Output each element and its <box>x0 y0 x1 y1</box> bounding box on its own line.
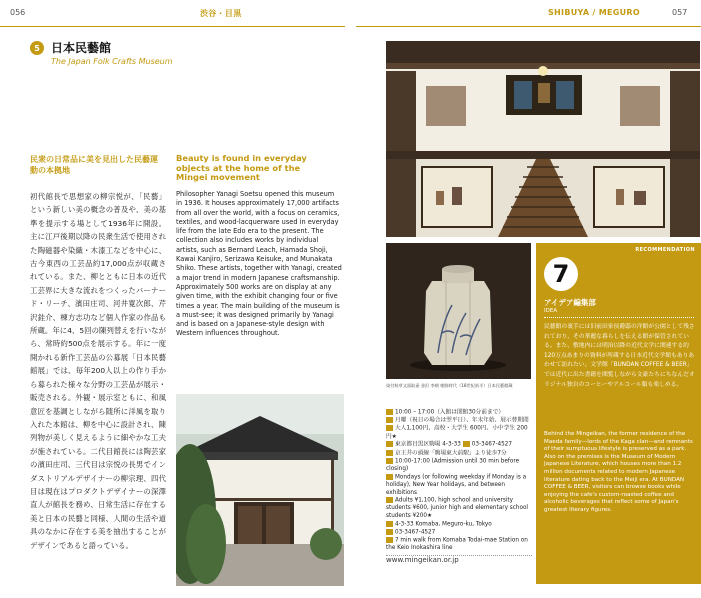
museum-info <box>386 409 532 565</box>
ceramic-jar-caption: 染付秋草文面取壺 金沢 李朝 朝鮮時代（18世紀前半）日本民藝館蔵 <box>386 383 513 388</box>
info-closed-en: Mondays (or following weekday if Monday is a holiday), New Year holidays, and between exhibitions <box>386 474 527 496</box>
yen-icon <box>386 497 393 503</box>
info-hours-jp: 10:00 – 17:00（入館は閉館30分前まで） <box>386 409 532 417</box>
train-icon <box>386 450 393 456</box>
yen-icon <box>386 425 393 431</box>
museum-interior-photo <box>386 41 700 237</box>
article-body-jp: 初代館長で思想家の柳宗悦が、「民藝」という新しい美の概念の普及や、美の基準を提示する場として1936年に開設。主に江戸後期以降の民衆生活で使用された陶磁器や染織・木漆工などを中心に、古今東西の工芸品約17,000点が収蔵されている。また、柳とともに日本の近代工芸界に大きな流れをつくったバーナード・リーチ、濱田庄司、河井寛次郎、芹沢銈介、棟方志功など個人作家の作品も所蔵。年に4、5回の陳列替えを行いながら、常時約500点を展示する。年に一度開かれる新作工芸品の公募展「日本民藝館展」では、毎年200人以上の作り手から募られた様々な分野の工芸品が展示・販売される。外観・展示室ともに、和風意匠を基調としながら随所に洋風を取り入れた本館は、柳を中心に設計され、陳列物が美しく見えるように細やかな工夫が施されている。二代目館長には陶芸家の濱田庄司、三代目は宗悦の長男でインダストリアルデザイナーの柳宗理、四代目は現在はプロダクトデザイナーの深澤直人が館長を務め、日常生活に存在する美と日本の民藝と同様、人間の生活や道具のなかに存在する美を抽出することがデザインであると語っている。 <box>30 192 166 550</box>
recommendation-text-en: Behind the Mingeikan, the former residence of the Maeda family—lords of the Kaga clan—and remnants of their sumptuous lifestyle is preserved as a park. Also on the premises is the Museum of Modern Japanese Literature, which houses more than 1.2 million documents related to modern Japanese literature dating back to the Meiji era. At BUNDAN COFFEE & BEER, visitors can browse books while enjoying the cafe's custom-roasted coffee and alcoholic beverages that reflect some of Japan's greatest literary figures. <box>544 431 693 513</box>
museum-exterior-illustration <box>176 394 344 586</box>
article-body-en: Philosopher Yanagi Soetsu opened this museum in 1936. It houses approximately 17,000 artifacts from all over the world, with a focus on ceramics, textiles, and wood-lacquerware used in everyday life from the late Edo era to the present. The collection also includes works by individual artists, such as Bernard Leach, Hamada Shoji, Kawai Kanjiro, Serizawa Keisuke, and Munakata Shiko. These artists, together with Yanagi, created a major trend in modern Japanese craftsmanship. Approximately 500 works are on display at any given time, with the exhibit changing four or five times a year. The main building of the museum is a must-see; it was designed primarily by Yanagi and is based on a Japanese-style design with Western influences throughout. <box>176 190 342 338</box>
recommender-name-en: IDEA <box>544 308 558 314</box>
clock-icon <box>386 458 393 464</box>
info-closed-jp: 月曜（祝日の場合は翌平日）、年末年始、展示替期間 <box>386 417 532 425</box>
pin-icon <box>386 441 393 447</box>
header-rule-right <box>356 26 701 27</box>
info-phone-en: 03-3467-4527 <box>386 529 532 537</box>
train-icon <box>386 537 393 543</box>
section-header-jp: 渋谷・目黒 <box>200 9 242 18</box>
article-heading-en: Beauty is found in everyday objects at the home of the Mingei movement <box>176 153 307 183</box>
page-number-right: 057 <box>672 8 688 17</box>
recommendation-text-jp: 民藝館の裏手には旧前田家侯爵邸の洋館が公園として残されており、その華麗な暮らしを伝える館が保管されている。また、敷地内には明治以降の近代文学に関連する約120万点あまりの資料が所蔵する日本近代文学館もありあわせて訪れたい。文学館「BUNDAN COFFEE & BEER」では近代に出た書籍を閲覧しながら文豪たちにちなんだオリジナル独自のコーヒーやアルコール類も楽しめる。 <box>544 324 695 388</box>
museum-exterior-photo <box>176 394 344 586</box>
calendar-icon <box>386 474 393 480</box>
info-hours-en: 10:00-17:00 (Admission until 30 min before closing) <box>386 458 520 472</box>
entry-number-badge: 5 <box>30 41 44 55</box>
recommender-name-jp: アイデア編集部 <box>544 298 596 307</box>
ceramic-jar-illustration <box>386 243 531 379</box>
clock-icon <box>386 409 393 415</box>
museum-interior-illustration <box>386 41 700 237</box>
info-fee-jp: 大人1,100円、高校・大学生 600円、小中学生 200円★ <box>386 425 528 440</box>
info-access-jp: 京王井の頭線「駒場東大前駅」より徒歩7分 <box>386 450 532 458</box>
ceramic-jar-photo <box>386 243 531 379</box>
recommendation-box <box>536 243 701 584</box>
info-access-en: 7 min walk from Komaba Todai-mae Station on the Keio Inokashira line <box>386 537 528 552</box>
pin-icon <box>386 521 393 527</box>
info-address-jp: 東京都目黒区駒場 4-3-33 03-3467-4527 <box>386 441 532 449</box>
museum-title-jp: 日本民藝館 <box>51 41 112 55</box>
page-number-left: 056 <box>10 8 26 17</box>
section-header-en: SHIBUYA / MEGURO <box>548 8 640 17</box>
info-fee-en: Adults ¥1,100, high school and university students ¥600, junior high and elementary school students ¥200★ <box>386 497 528 520</box>
info-address-en: 4-3-33 Komaba, Meguro-ku, Tokyo <box>386 521 532 529</box>
phone-icon <box>386 529 393 535</box>
museum-title-en: The Japan Folk Crafts Museum <box>51 57 173 66</box>
header-rule-left <box>0 26 345 27</box>
article-heading-jp: 民衆の日常品に美を見出した民藝運動の本拠地 <box>30 155 158 175</box>
museum-website-link[interactable]: www.mingeikan.or.jp <box>386 555 532 565</box>
calendar-icon <box>386 417 393 423</box>
recommendation-divider <box>544 317 694 318</box>
recommender-avatar: 7 <box>544 257 578 291</box>
phone-icon <box>463 441 470 447</box>
recommendation-label: RECOMMENDATION <box>635 247 695 253</box>
